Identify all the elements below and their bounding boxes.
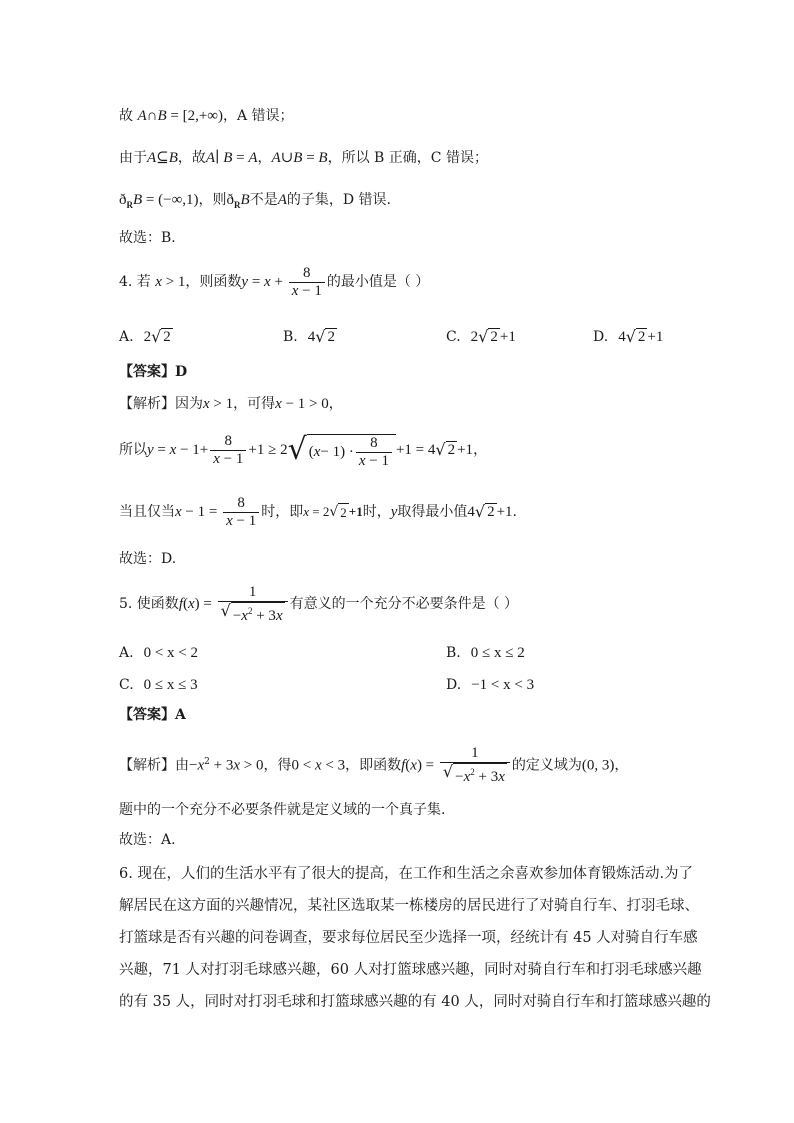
q6-line: 打篮球是否有兴趣的问卷调查，要求每位居民至少选择一项，经统计有 45 人对骑自行车感 xyxy=(119,930,698,946)
q3-conclusion: 故选：B. xyxy=(119,230,176,246)
q6-line: 兴趣，71 人对打羽毛球感兴趣，60 人对打篮球感兴趣，同时对骑自行车和打羽毛球感兴趣 xyxy=(119,962,702,978)
q5-fraction: 1 √ $-x^2 + 3x$ xyxy=(218,584,288,625)
q5-answer: 【答案】A xyxy=(119,707,186,723)
q5-choice-a: A. 0 < x < 2 xyxy=(119,645,198,661)
q4-choice-c: C. 2 √ 2 +1 xyxy=(446,327,516,346)
q6-line: 解居民在这方面的兴趣情况，某社区选取某一栋楼房的居民进行了对骑自行车、打羽毛球、 xyxy=(119,898,699,914)
q4-stem: 4. 若 x > 1，则函数y = x + $\frac{8}{x - 1}$ 的最小值是（ ） xyxy=(119,264,430,299)
q5-choice-b: B. 0 ≤ x ≤ 2 xyxy=(446,645,525,661)
q4-analysis-line3: 当且仅当x − 1 = $\frac{8}{x - 1}$ 时，即x = 2 √ 2 +1时，y取得最小值4 √ 2 +1. xyxy=(119,494,517,529)
q4-answer: 【答案】D xyxy=(119,364,188,380)
q4-choice-b: B. 4 √ 2 xyxy=(283,327,335,346)
q5-stem: 5. 使函数f(x) = 1 √ $-x^2 + 3x$ 有意义的一个充分不必要条件是（ ） xyxy=(119,583,519,624)
q4-analysis-line2: 所以y = x − 1+ $\frac{8}{x - 1}$ +1 ≥ 2 √ ( x − 1) · $\frac{8}{x - 1}$ +1 = 4 √ 2 +1， xyxy=(119,431,488,469)
q5-choice-c: C. 0 ≤ x ≤ 3 xyxy=(119,677,198,693)
q6-stem xyxy=(119,858,711,1018)
q6-line: 的有 35 人，同时对打羽毛球和打篮球感兴趣的有 40 人，同时对骑自行车和打篮球感兴趣的 xyxy=(119,994,711,1010)
q4-conclusion: 故选：D. xyxy=(119,551,177,567)
q5-conclusion: 故选：A. xyxy=(119,832,176,848)
q4-choice-a: A. 2 √ 2 xyxy=(119,327,171,346)
q3-line2: 由于A⊆B，故A∣ B = A，A∪B = B，所以 B 正确，C 错误； xyxy=(119,150,488,166)
q3-line1: 故 A∩B = [2,+∞)，A 错误； xyxy=(119,108,294,124)
q3-line3: $ð_RB = (-\infty,1)$，则$ð_RB$不是A的子集，D 错误. xyxy=(119,192,391,210)
q6-line: 6. 现在，人们的生活水平有了很大的提高，在工作和生活之余喜欢参加体育锻炼活动.为了 xyxy=(119,866,694,882)
q4-choice-d: D. 4 √ 2 +1 xyxy=(593,327,664,346)
q5-choice-d: D. −1 < x < 3 xyxy=(446,677,535,693)
q5-analysis-line2: 题中的一个充分不必要条件就是定义域的一个真子集. xyxy=(119,802,446,818)
q4-fraction: $\frac{8}{x - 1}$ xyxy=(289,265,325,300)
q5-analysis-line1: 【解析】由$-x^2 + 3x > 0$，得0 < x < 3，即函数f(x) = 1 √ $-x^2 + 3x$ 的定义域为(0, 3)， xyxy=(119,745,629,786)
q4-analysis-line1: 【解析】因为x > 1，可得x − 1 > 0， xyxy=(119,396,343,412)
